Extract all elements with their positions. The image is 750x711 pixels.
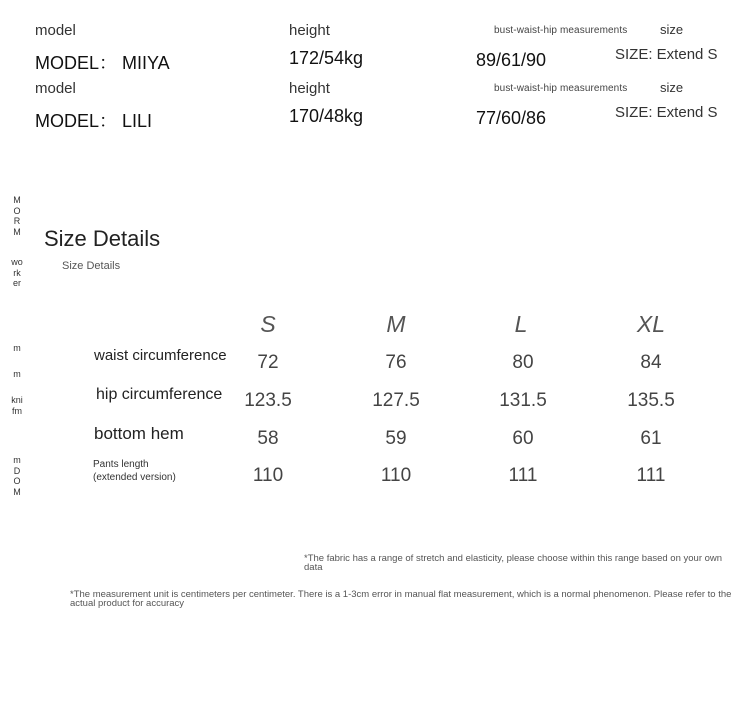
side-text-segment: mDOM [13, 455, 21, 497]
table-cell: 58 [257, 428, 279, 449]
table-cell: 80 [512, 352, 534, 373]
row-label: Pants length (extended version) [93, 459, 176, 483]
height-label: height [289, 80, 330, 97]
size-column-header: XL [636, 311, 666, 337]
side-text-segment: knifm [11, 395, 23, 416]
size-value: SIZE: Extend S [615, 46, 718, 63]
table-cell: 110 [252, 465, 284, 486]
model-label: model [35, 22, 76, 39]
size-column-header: M [386, 311, 406, 337]
model-name: MODEL： LILI [35, 111, 153, 131]
size-column-header: L [514, 311, 528, 337]
table-cell: 110 [380, 465, 412, 486]
table-cell: 59 [385, 428, 407, 449]
table-cell: 127.5 [372, 390, 420, 411]
height-label: height [289, 22, 330, 39]
size-column-header: S [260, 311, 276, 337]
table-cell: 76 [385, 352, 407, 373]
size-value: SIZE: Extend S [615, 104, 718, 121]
row-label: waist circumference [94, 347, 227, 364]
height-value: 170/48kg [289, 106, 364, 126]
section-subtitle: Size Details [62, 260, 121, 272]
side-text-segment: MORM [13, 195, 21, 237]
model-name: MODEL： MIIYA [35, 53, 170, 73]
side-text-segment: worker [11, 257, 23, 288]
bwh-label: bust-waist-hip measurements [494, 25, 628, 36]
size-label: size [660, 80, 684, 95]
bwh-value: 77/60/86 [476, 108, 547, 128]
side-text-segment: m [13, 369, 21, 379]
side-text-segment: m [13, 343, 21, 353]
table-cell: 123.5 [244, 390, 292, 411]
table-cell: 135.5 [627, 390, 675, 411]
table-cell: 131.5 [499, 390, 547, 411]
table-cell: 111 [636, 465, 666, 486]
size-label: size [660, 22, 684, 37]
height-value: 172/54kg [289, 48, 364, 68]
table-cell: 84 [640, 352, 662, 373]
table-cell: 60 [512, 428, 534, 449]
row-label: bottom hem [94, 424, 184, 443]
section-title: Size Details [44, 226, 161, 251]
table-cell: 72 [257, 352, 279, 373]
table-cell: 111 [508, 465, 538, 486]
bwh-value: 89/61/90 [476, 50, 547, 70]
table-cell: 61 [640, 428, 662, 449]
bwh-label: bust-waist-hip measurements [494, 83, 628, 94]
fabric-note: *The fabric has a range of stretch and elasticity, please choose within this range based on your own data [304, 553, 723, 573]
row-label: hip circumference [96, 386, 223, 403]
measurement-note: *The measurement unit is centimeters per centimeter. There is a 1-3cm error in manual flat measurement, which is a normal phenomenon. Please refer to the actual product for accuracy [70, 589, 732, 609]
model-label: model [35, 80, 76, 97]
